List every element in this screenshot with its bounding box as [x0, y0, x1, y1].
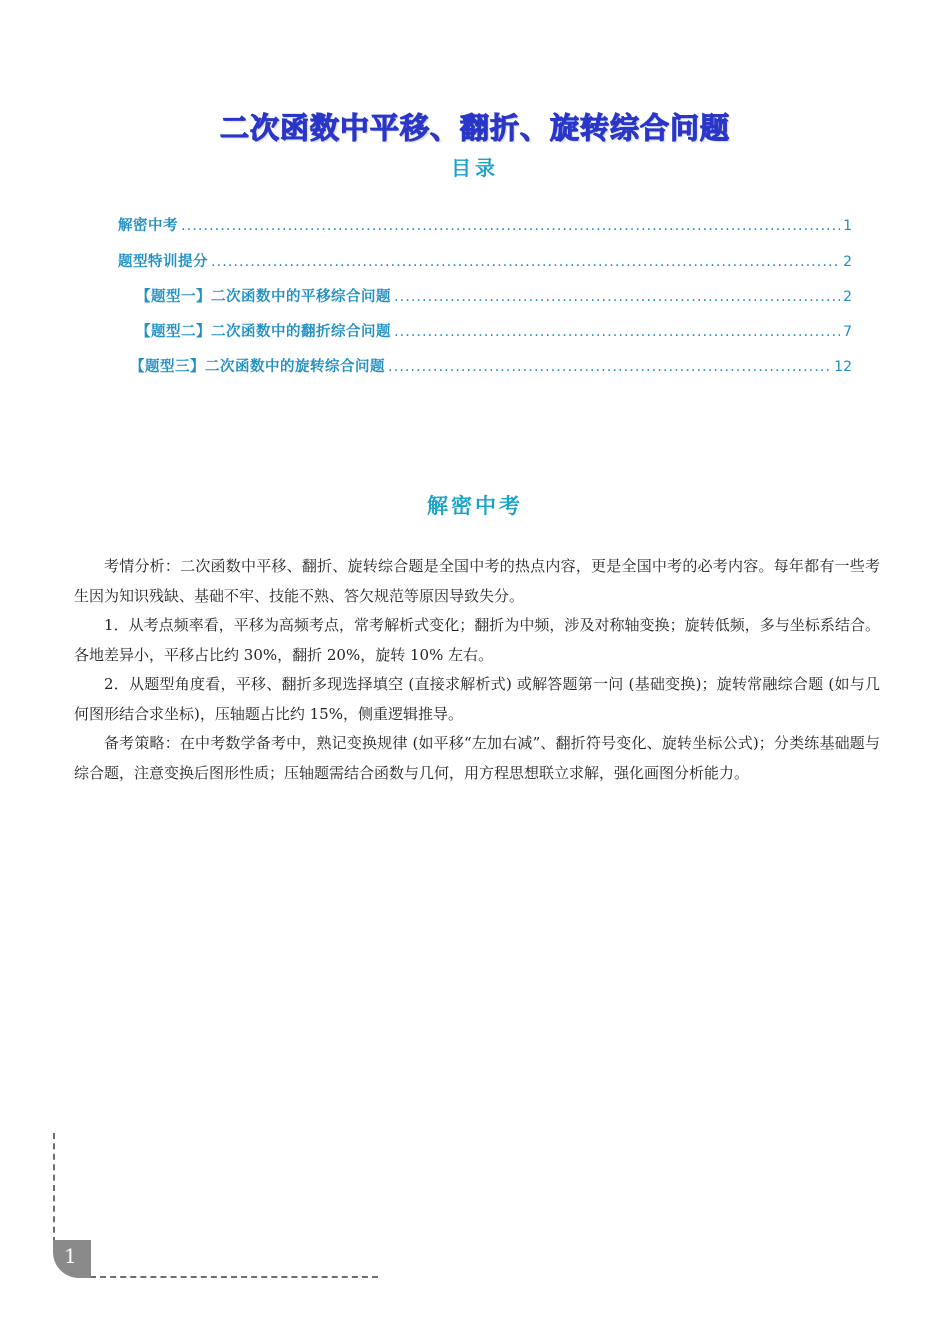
toc-entry-label: 【题型二】二次函数中的翻折综合问题: [136, 324, 391, 340]
toc-entry[interactable]: [118, 214, 852, 238]
toc-entry[interactable]: [136, 285, 852, 309]
toc-entry-label: 【题型一】二次函数中的平移综合问题: [136, 289, 391, 305]
toc-entry-page: 2: [843, 254, 852, 270]
paragraph: 备考策略：在中考数学备考中，熟记变换规律 (如平移“左加右减”、翻折符号变化、旋转坐标公式)；分类练基础题与综合题，注意变换后图形性质；压轴题需结合函数与几何，用方程思想联立求解，强化画图分析能力。: [74, 734, 880, 782]
paragraph: 1．从考点频率看，平移为高频考点，常考解析式变化；翻折为中频，涉及对称轴变换；旋转低频，多与坐标系结合。各地差异小，平移占比约 30%，翻折 20%，旋转 10% 左右。: [74, 616, 880, 664]
toc-leader-dots: [211, 254, 840, 270]
toc-entry-page: 1: [843, 218, 852, 234]
toc-entry-label: 解密中考: [118, 218, 178, 234]
paragraph: 2．从题型角度看，平移、翻折多现选择填空 (直接求解析式) 或解答题第一问 (基础变换)；旋转常融综合题 (如与几何图形结合求坐标)，压轴题占比约 15%，侧重逻辑推导。: [74, 675, 880, 723]
toc-entry-page: 7: [843, 324, 852, 340]
section-body: [74, 552, 880, 788]
toc-entry[interactable]: [136, 320, 852, 344]
page-corner-dashed-vertical: [53, 1133, 55, 1243]
page-corner-dashed-horizontal: [90, 1276, 378, 1278]
page-number: 1: [64, 1244, 77, 1268]
toc-leader-dots: [394, 289, 840, 305]
toc-leader-dots: [388, 359, 831, 375]
toc-entry[interactable]: [130, 355, 852, 379]
toc-entry[interactable]: [118, 250, 852, 274]
toc-leader-dots: [394, 324, 840, 340]
toc-entry-page: 12: [834, 359, 852, 375]
section-heading: 解密中考: [427, 494, 523, 518]
toc-heading: 目录: [451, 156, 499, 180]
toc-entry-page: 2: [843, 289, 852, 305]
toc-entry-label: 【题型三】二次函数中的旋转综合问题: [130, 359, 385, 375]
paragraph: 考情分析：二次函数中平移、翻折、旋转综合题是全国中考的热点内容，更是全国中考的必考内容。每年都有一些考生因为知识残缺、基础不牢、技能不熟、答欠规范等原因导致失分。: [74, 557, 880, 605]
toc-leader-dots: [181, 218, 840, 234]
toc-entry-label: 题型特训提分: [118, 254, 208, 270]
document-title: 二次函数中平移、翻折、旋转综合问题: [219, 111, 730, 145]
